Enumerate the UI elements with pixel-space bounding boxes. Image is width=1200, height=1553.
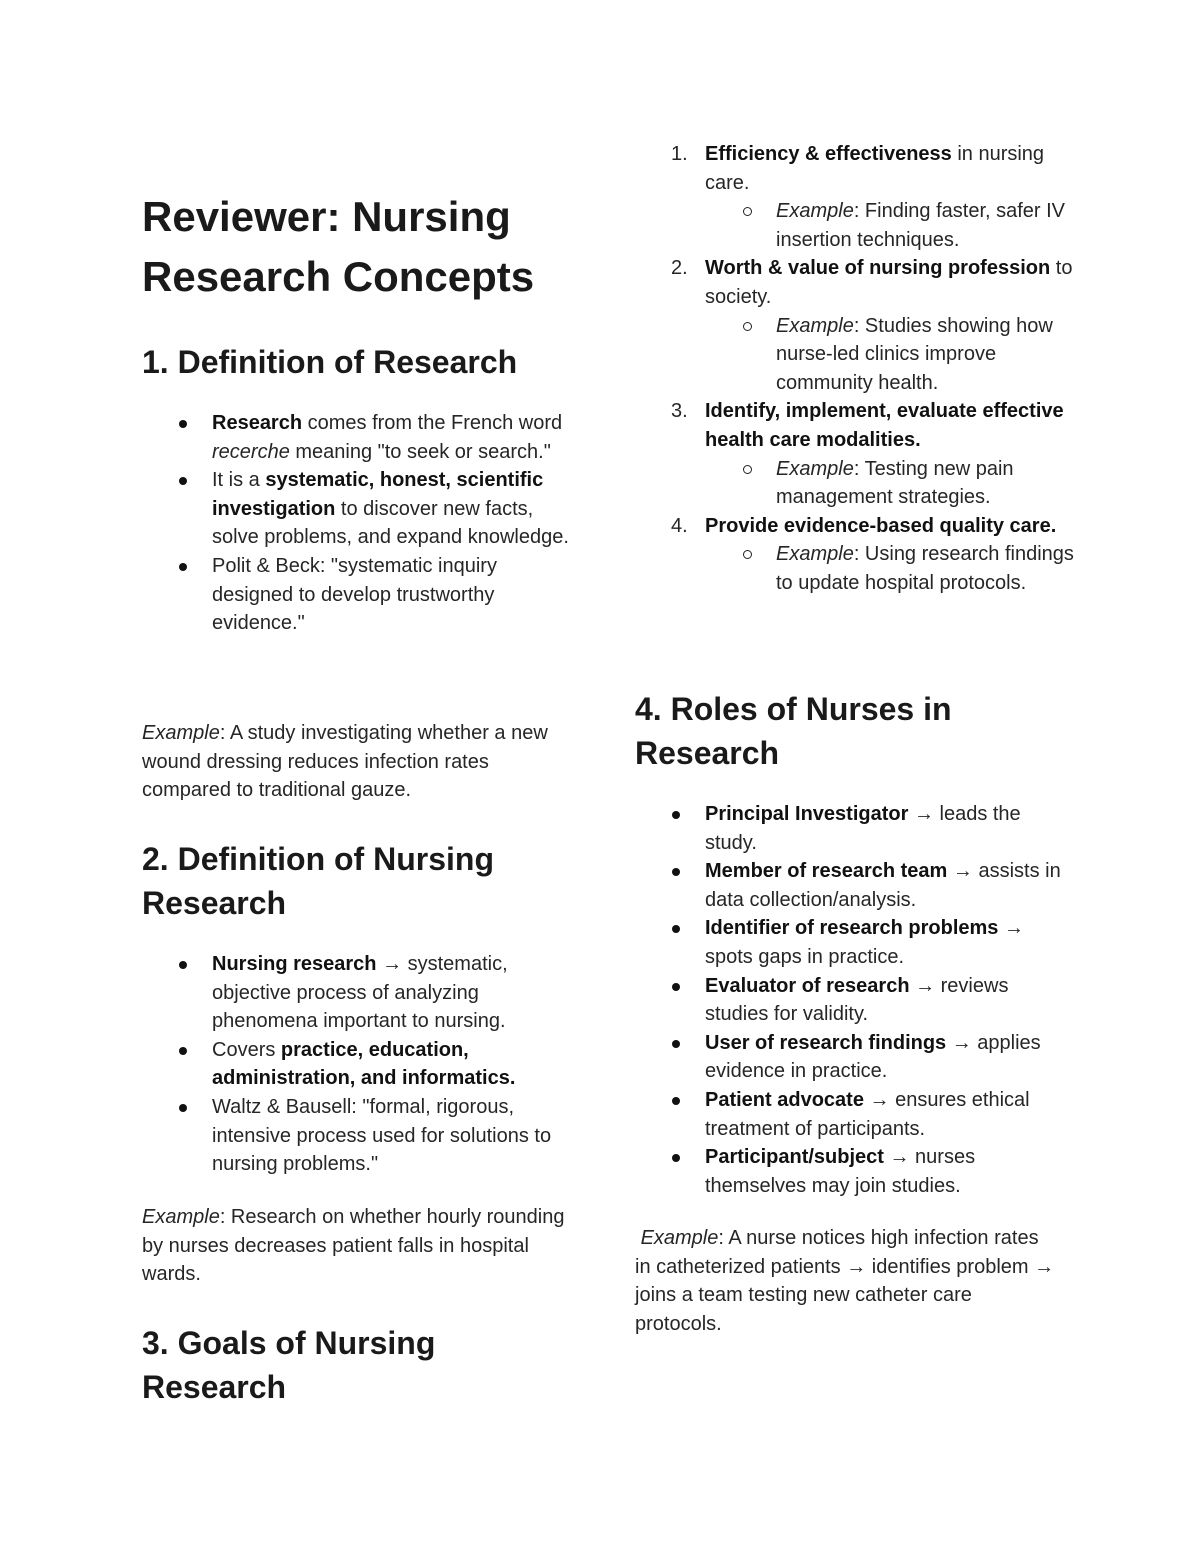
goal-item: 1. Efficiency & effectiveness in nursing care. Example: Finding faster, safer IV insertion techniques. xyxy=(635,140,1080,254)
section-2-bullets xyxy=(142,950,582,1179)
list-item: Principal Investigator → leads the study. xyxy=(635,800,1065,857)
section-2-example: Example: Research on whether hourly rounding by nurses decreases patient falls in hospital wards. xyxy=(142,1206,565,1286)
list-item: Waltz & Bausell: "formal, rigorous, intensive process used for solutions to nursing problems." xyxy=(142,1093,582,1179)
section-4-bullets xyxy=(635,800,1065,1200)
list-item: It is a systematic, honest, scientific investigation to discover new facts, solve problems, and expand knowledge. xyxy=(142,466,582,552)
circle-bullet-icon xyxy=(743,465,752,474)
list-item: Covers practice, education, administration, and informatics. xyxy=(142,1036,582,1093)
goal-item: 4. Provide evidence-based quality care. Example: Using research findings to update hospital protocols. xyxy=(635,512,1080,598)
section-3-goals xyxy=(635,140,1080,598)
list-item: Polit & Beck: "systematic inquiry designed to develop trustworthy evidence." xyxy=(142,552,582,638)
section-1-example: Example: A study investigating whether a new wound dressing reduces infection rates compared to traditional gauze. xyxy=(142,722,548,802)
goal-example: Example: Finding faster, safer IV insertion techniques. xyxy=(635,197,1080,254)
section-4-example: Example: A nurse notices high infection rates in catheterized patients → identifies problem → joins a team testing new catheter care protocols. xyxy=(635,1227,1055,1335)
list-item: Participant/subject → nurses themselves may join studies. xyxy=(635,1143,1065,1200)
goal-example: Example: Studies showing how nurse-led clinics improve community health. xyxy=(635,312,1080,398)
list-item: Nursing research → systematic, objective process of analyzing phenomena important to nursing. xyxy=(142,950,582,1036)
list-item: Member of research team → assists in data collection/analysis. xyxy=(635,857,1065,914)
section-1-heading: 1. Definition of Research xyxy=(142,344,518,380)
goal-example: Example: Using research findings to update hospital protocols. xyxy=(635,540,1080,597)
goal-item: 2. Worth & value of nursing profession to society. Example: Studies showing how nurse-led clinics improve community health. xyxy=(635,254,1080,397)
list-item: Research comes from the French word recerche meaning "to seek or search." xyxy=(142,409,582,466)
circle-bullet-icon xyxy=(743,322,752,331)
section-1-bullets xyxy=(142,409,582,638)
goal-item: 3. Identify, implement, evaluate effective health care modalities. Example: Testing new pain management strategies. xyxy=(635,397,1080,511)
list-item: Identifier of research problems → spots gaps in practice. xyxy=(635,914,1065,971)
section-3-heading: 3. Goals of Nursing Research xyxy=(142,1325,436,1405)
list-item: Patient advocate → ensures ethical treatment of participants. xyxy=(635,1086,1065,1143)
list-item: User of research findings → applies evidence in practice. xyxy=(635,1029,1065,1086)
circle-bullet-icon xyxy=(743,550,752,559)
goal-example: Example: Testing new pain management strategies. xyxy=(635,455,1080,512)
circle-bullet-icon xyxy=(743,207,752,216)
document-title: Reviewer: Nursing Research Concepts xyxy=(142,193,535,300)
list-item: Evaluator of research → reviews studies for validity. xyxy=(635,972,1065,1029)
section-4-heading: 4. Roles of Nurses in Research xyxy=(635,691,952,771)
section-2-heading: 2. Definition of Nursing Research xyxy=(142,841,494,921)
